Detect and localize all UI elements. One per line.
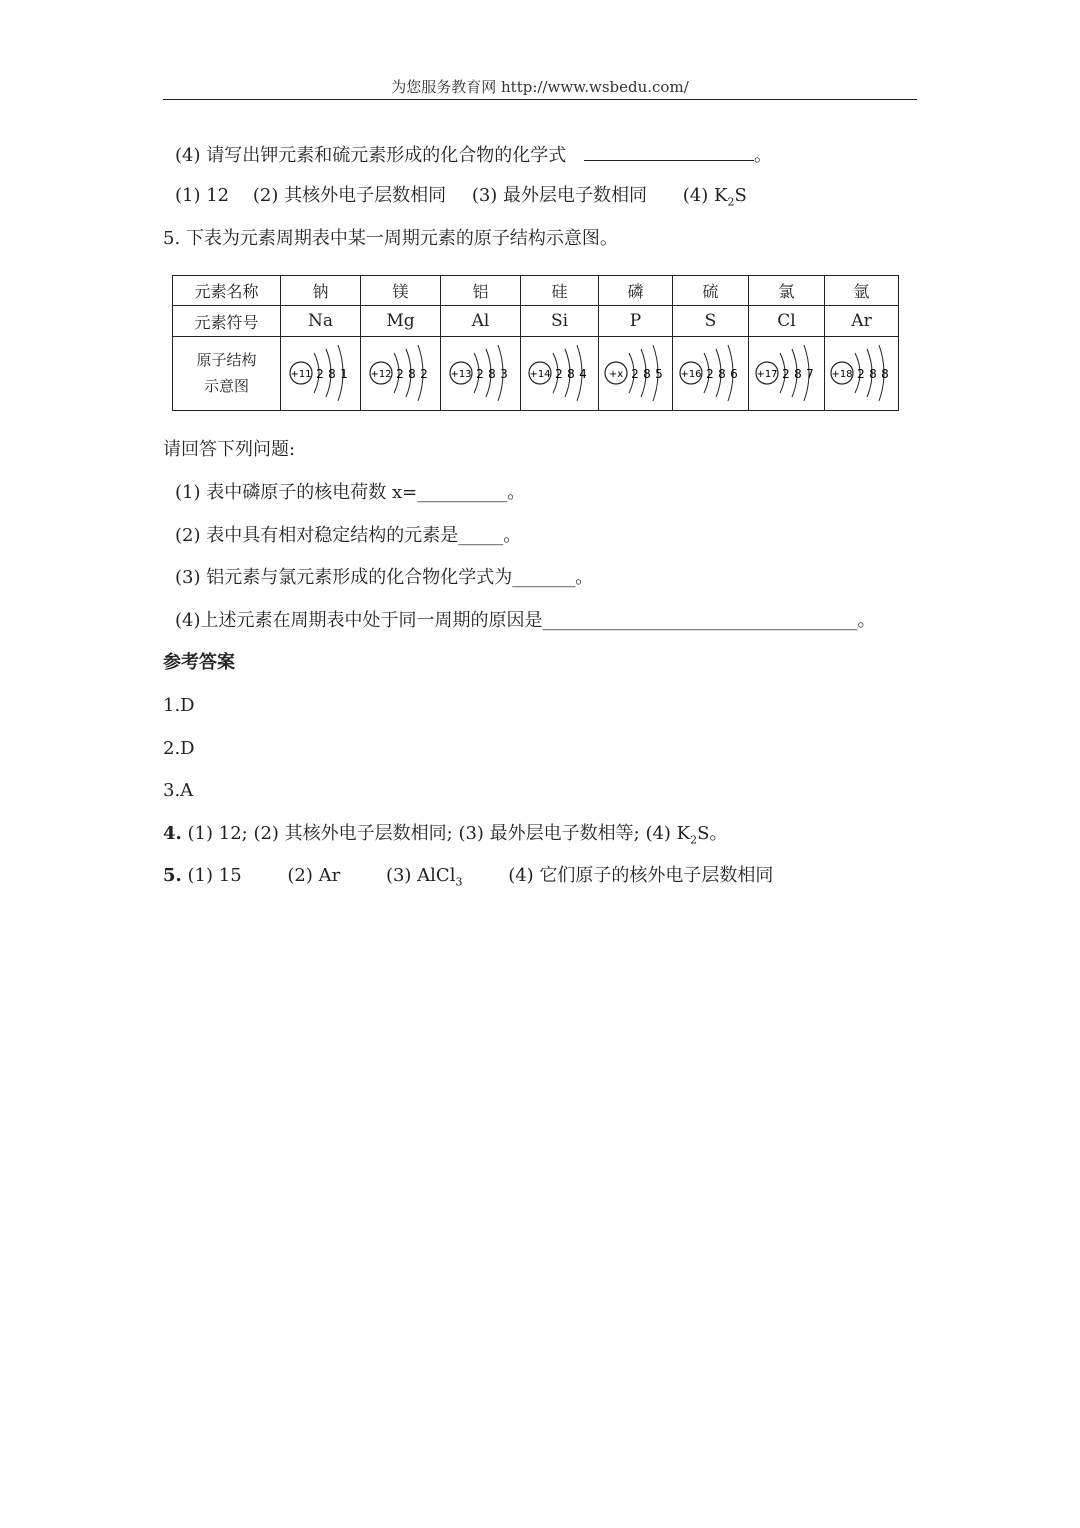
q4-answer-blank[interactable] [584, 142, 754, 161]
element-table [172, 275, 899, 411]
element-symbol-ar: Ar [825, 306, 899, 336]
q4-inline-p2: (2) 其核外电子层数相同 [252, 185, 447, 206]
answer-5-p3-sub: 3 [455, 875, 463, 889]
nucleus-charge: +18 [830, 369, 853, 381]
answer-5 [163, 864, 773, 895]
answer-4-sub: 2 [690, 833, 698, 847]
question-1-text: (1) 表中磷原子的核电荷数 x= [175, 482, 418, 503]
atom-diagram-mg [361, 336, 441, 410]
question-3 [175, 566, 593, 590]
answer-1: 1.D [163, 695, 195, 716]
shell-electron-count: 8 [793, 367, 802, 382]
shell-electron-count: 8 [487, 367, 496, 382]
nucleus-charge: +11 [289, 369, 312, 381]
q4-inline-p4-sub: 2 [727, 195, 735, 209]
atom-diagram-ar [825, 336, 899, 410]
table-row-symbols [173, 306, 899, 336]
row-label-diagram-line1: 原子结构 [196, 351, 257, 370]
shell-electron-count: 6 [729, 367, 738, 382]
q5-title: 5. 下表为元素周期表中某一周期元素的原子结构示意图。 [163, 228, 618, 249]
q4-inline-p4 [682, 185, 747, 209]
atom-diagram-cl [749, 336, 825, 410]
shell-electron-count: 7 [805, 367, 814, 382]
q4-inline-answer [175, 184, 747, 215]
question-4 [175, 609, 876, 633]
shell-electron-count: 2 [395, 367, 404, 382]
shell-electron-count: 2 [630, 367, 639, 382]
atom-diagram-svg [525, 343, 595, 403]
nucleus-charge: +x [608, 369, 623, 381]
atom-diagram-si [521, 336, 599, 410]
element-name-ar: 氩 [825, 276, 899, 306]
atom-diagram-svg [752, 343, 822, 403]
atom-diagram-svg [286, 343, 356, 403]
shell-electron-count: 8 [407, 367, 416, 382]
page-header [163, 76, 917, 100]
question-3-text: (3) 铝元素与氯元素形成的化合物化学式为 [175, 567, 513, 588]
nucleus-charge: +17 [755, 369, 778, 381]
answers-heading: 参考答案 [163, 652, 235, 673]
shell-electron-count: 3 [499, 367, 508, 382]
table-row-diagrams [173, 336, 899, 410]
element-name-p: 磷 [599, 276, 673, 306]
element-symbol-mg: Mg [361, 306, 441, 336]
element-symbol-al: Al [441, 306, 521, 336]
atom-diagram-na [281, 336, 361, 410]
q4-inline-p4-prefix: (4) K [682, 185, 728, 206]
q4-prompt-line [175, 142, 772, 168]
answer-3: 3.A [163, 780, 194, 801]
answer-4-suffix: S。 [697, 823, 728, 844]
shell-electron-count: 2 [475, 367, 484, 382]
shell-electron-count: 5 [654, 367, 663, 382]
atom-diagram-al [441, 336, 521, 410]
shell-electron-count: 8 [717, 367, 726, 382]
question-2-text: (2) 表中具有相对稳定结构的元素是 [175, 525, 459, 546]
row-label-name: 元素名称 [173, 276, 281, 306]
question-4-text: (4)上述元素在周期表中处于同一周期的原因是 [175, 610, 543, 631]
question-3-blank[interactable]: _______ [512, 567, 576, 588]
question-1-end: 。 [507, 482, 526, 503]
question-3-end: 。 [575, 567, 594, 588]
q4-end: 。 [753, 145, 772, 166]
shell-electron-count: 8 [642, 367, 651, 382]
element-name-cl: 氯 [749, 276, 825, 306]
question-1 [175, 481, 525, 505]
atom-diagram-svg [827, 343, 897, 403]
element-name-na: 钠 [281, 276, 361, 306]
header-text: 为您服务教育网 http://www.wsbedu.com/ [391, 78, 689, 96]
shell-electron-count: 1 [339, 367, 348, 382]
question-4-end: 。 [857, 610, 876, 631]
shell-electron-count: 2 [705, 367, 714, 382]
shell-electron-count: 4 [578, 367, 587, 382]
q4-inline-p3: (3) 最外层电子数相同 [471, 185, 648, 206]
q4-inline-p4-suffix: S [734, 185, 747, 206]
nucleus-charge: +14 [528, 369, 551, 381]
shell-electron-count: 2 [554, 367, 563, 382]
question-4-blank[interactable]: ___________________________________ [542, 610, 858, 631]
row-label-diagram [173, 336, 281, 410]
element-symbol-p: P [599, 306, 673, 336]
atom-diagram-svg [446, 343, 516, 403]
answer-4-num: 4. [163, 823, 182, 844]
row-label-symbol: 元素符号 [173, 306, 281, 336]
nucleus-charge: +12 [369, 369, 392, 381]
element-name-mg: 镁 [361, 276, 441, 306]
element-name-si: 硅 [521, 276, 599, 306]
question-2-blank[interactable]: _____ [458, 525, 504, 546]
shell-electron-count: 2 [856, 367, 865, 382]
element-symbol-s: S [673, 306, 749, 336]
shell-electron-count: 2 [315, 367, 324, 382]
question-1-blank[interactable]: __________ [417, 482, 508, 503]
table-row-names [173, 276, 899, 306]
shell-electron-count: 8 [880, 367, 889, 382]
answer-2: 2.D [163, 738, 195, 759]
answer-5-p3 [385, 865, 463, 889]
element-name-al: 铝 [441, 276, 521, 306]
atom-diagram-svg [676, 343, 746, 403]
atom-diagram-svg [601, 343, 671, 403]
atom-diagram-s [673, 336, 749, 410]
answer-5-p3-prefix: (3) AlCl [385, 865, 456, 886]
row-label-diagram-line2: 示意图 [203, 377, 249, 396]
header-rule [163, 99, 917, 100]
q4-inline-p1: (1) 12 [175, 185, 230, 206]
answer-4 [163, 822, 727, 853]
shell-electron-count: 8 [868, 367, 877, 382]
shell-electron-count: 8 [566, 367, 575, 382]
answer-5-p2: (2) Ar [287, 865, 341, 886]
element-symbol-si: Si [521, 306, 599, 336]
shell-electron-count: 2 [419, 367, 428, 382]
atom-diagram-svg [366, 343, 436, 403]
element-name-s: 硫 [673, 276, 749, 306]
question-2-end: 。 [503, 525, 522, 546]
element-symbol-cl: Cl [749, 306, 825, 336]
q4-prompt: (4) 请写出钾元素和硫元素形成的化合物的化学式 [175, 145, 567, 166]
question-2 [175, 524, 521, 548]
element-symbol-na: Na [281, 306, 361, 336]
shell-electron-count: 2 [781, 367, 790, 382]
nucleus-charge: +13 [449, 369, 472, 381]
answer-5-p4: (4) 它们原子的核外电子层数相同 [508, 865, 774, 886]
nucleus-charge: +16 [679, 369, 702, 381]
answer-4-text: (1) 12; (2) 其核外电子层数相同; (3) 最外层电子数相等; (4) K [187, 823, 691, 844]
questions-intro: 请回答下列问题: [163, 439, 296, 460]
answer-5-num: 5. [163, 865, 182, 886]
atom-diagram-p [599, 336, 673, 410]
shell-electron-count: 8 [327, 367, 336, 382]
answer-5-p1: (1) 15 [187, 865, 242, 886]
